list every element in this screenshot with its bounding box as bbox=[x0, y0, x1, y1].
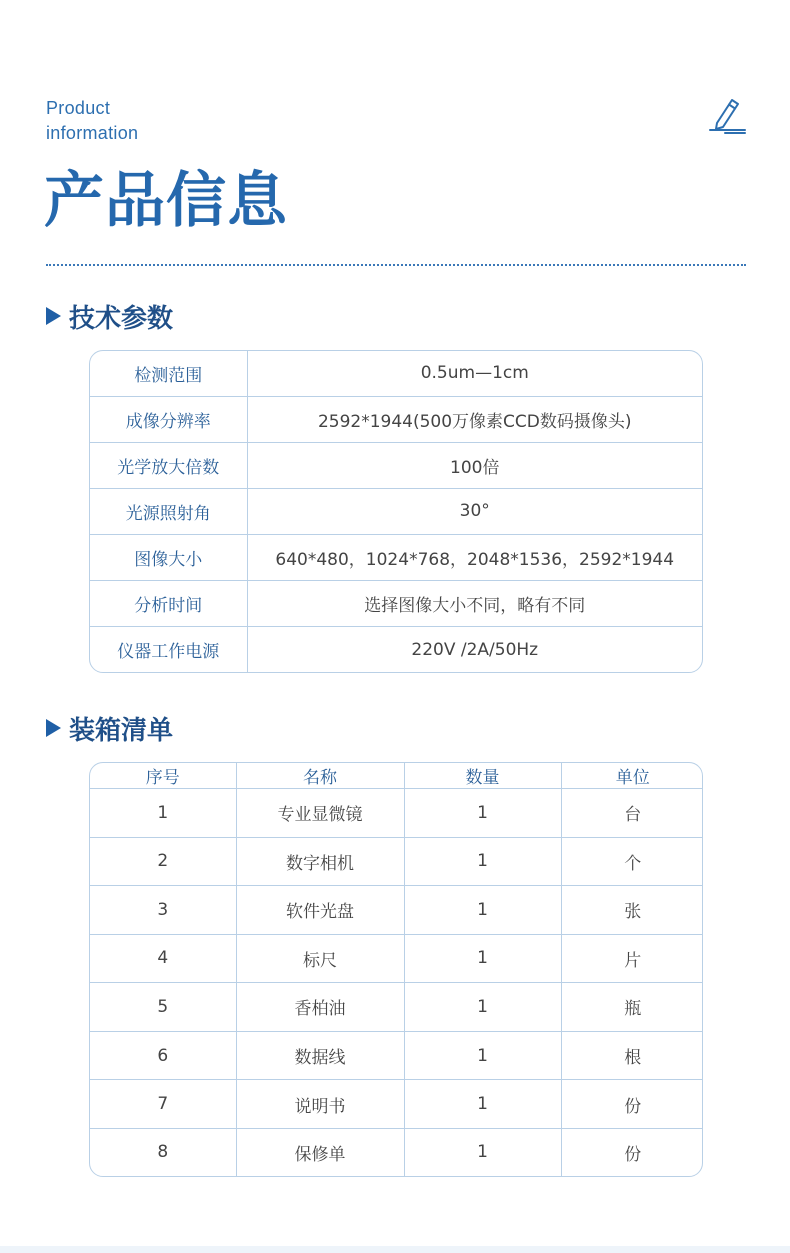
dotted-divider bbox=[46, 264, 746, 266]
item-quantity: 1 bbox=[404, 1080, 561, 1129]
spec-value: 640*480，1024*768，2048*1536，2592*1944 bbox=[247, 535, 702, 581]
spec-table-container bbox=[89, 350, 703, 673]
packing-table bbox=[90, 763, 703, 1176]
item-quantity: 1 bbox=[404, 1031, 561, 1080]
item-name: 保修单 bbox=[236, 1128, 404, 1176]
item-quantity: 1 bbox=[404, 837, 561, 886]
item-index: 8 bbox=[90, 1128, 236, 1176]
section-title-text: 装箱清单 bbox=[69, 715, 174, 746]
item-unit: 张 bbox=[561, 886, 703, 935]
item-name: 说明书 bbox=[236, 1080, 404, 1129]
header-en-line2: information bbox=[46, 123, 139, 143]
table-header-row bbox=[90, 763, 703, 789]
spec-label: 成像分辨率 bbox=[90, 396, 247, 442]
spec-value: 2592*1944(500万像素CCD数码摄像头) bbox=[247, 396, 702, 442]
item-index: 1 bbox=[90, 789, 236, 838]
table-row bbox=[90, 1080, 703, 1129]
section-title-text: 技术参数 bbox=[69, 303, 174, 334]
spec-label: 仪器工作电源 bbox=[90, 627, 247, 672]
item-name: 数字相机 bbox=[236, 837, 404, 886]
column-header: 单位 bbox=[561, 763, 703, 789]
table-row bbox=[90, 934, 703, 983]
table-row bbox=[90, 396, 702, 442]
table-row bbox=[90, 627, 702, 672]
item-quantity: 1 bbox=[404, 886, 561, 935]
triangle-marker-icon bbox=[46, 719, 61, 737]
packing-table-container bbox=[89, 762, 703, 1177]
column-header: 名称 bbox=[236, 763, 404, 789]
table-row bbox=[90, 535, 702, 581]
item-index: 7 bbox=[90, 1080, 236, 1129]
table-row bbox=[90, 789, 703, 838]
item-name: 数据线 bbox=[236, 1031, 404, 1080]
spec-label: 图像大小 bbox=[90, 535, 247, 581]
item-unit: 份 bbox=[561, 1128, 703, 1176]
triangle-marker-icon bbox=[46, 307, 61, 325]
spec-value: 选择图像大小不同，略有不同 bbox=[247, 581, 702, 627]
table-row bbox=[90, 983, 703, 1032]
spec-label: 光学放大倍数 bbox=[90, 442, 247, 488]
table-row bbox=[90, 1128, 703, 1176]
spec-table bbox=[90, 351, 702, 672]
item-unit: 台 bbox=[561, 789, 703, 838]
bottom-band bbox=[0, 1246, 790, 1253]
table-row bbox=[90, 351, 702, 396]
column-header: 序号 bbox=[90, 763, 236, 789]
section-title-packing bbox=[46, 710, 173, 746]
item-unit: 瓶 bbox=[561, 983, 703, 1032]
spec-value: 220V /2A/50Hz bbox=[247, 627, 702, 672]
header-en-line1: Product bbox=[46, 98, 111, 118]
table-row bbox=[90, 442, 702, 488]
table-row bbox=[90, 886, 703, 935]
item-unit: 个 bbox=[561, 837, 703, 886]
table-row bbox=[90, 581, 702, 627]
item-unit: 份 bbox=[561, 1080, 703, 1129]
item-index: 2 bbox=[90, 837, 236, 886]
item-quantity: 1 bbox=[404, 934, 561, 983]
item-index: 6 bbox=[90, 1031, 236, 1080]
spec-value: 30° bbox=[247, 488, 702, 534]
spec-label: 分析时间 bbox=[90, 581, 247, 627]
item-unit: 片 bbox=[561, 934, 703, 983]
table-row bbox=[90, 1031, 703, 1080]
item-quantity: 1 bbox=[404, 983, 561, 1032]
item-quantity: 1 bbox=[404, 1128, 561, 1176]
item-name: 软件光盘 bbox=[236, 886, 404, 935]
pen-icon bbox=[708, 96, 748, 134]
spec-label: 光源照射角 bbox=[90, 488, 247, 534]
item-index: 5 bbox=[90, 983, 236, 1032]
column-header: 数量 bbox=[404, 763, 561, 789]
table-row bbox=[90, 488, 702, 534]
table-row bbox=[90, 837, 703, 886]
page-title: 产品信息 bbox=[44, 166, 288, 236]
item-name: 专业显微镜 bbox=[236, 789, 404, 838]
spec-label: 检测范围 bbox=[90, 351, 247, 396]
spec-value: 0.5um—1cm bbox=[247, 351, 702, 396]
item-index: 3 bbox=[90, 886, 236, 935]
header-english bbox=[46, 96, 138, 146]
item-index: 4 bbox=[90, 934, 236, 983]
item-quantity: 1 bbox=[404, 789, 561, 838]
item-name: 香柏油 bbox=[236, 983, 404, 1032]
section-title-specs bbox=[46, 298, 173, 334]
item-name: 标尺 bbox=[236, 934, 404, 983]
spec-value: 100倍 bbox=[247, 442, 702, 488]
item-unit: 根 bbox=[561, 1031, 703, 1080]
